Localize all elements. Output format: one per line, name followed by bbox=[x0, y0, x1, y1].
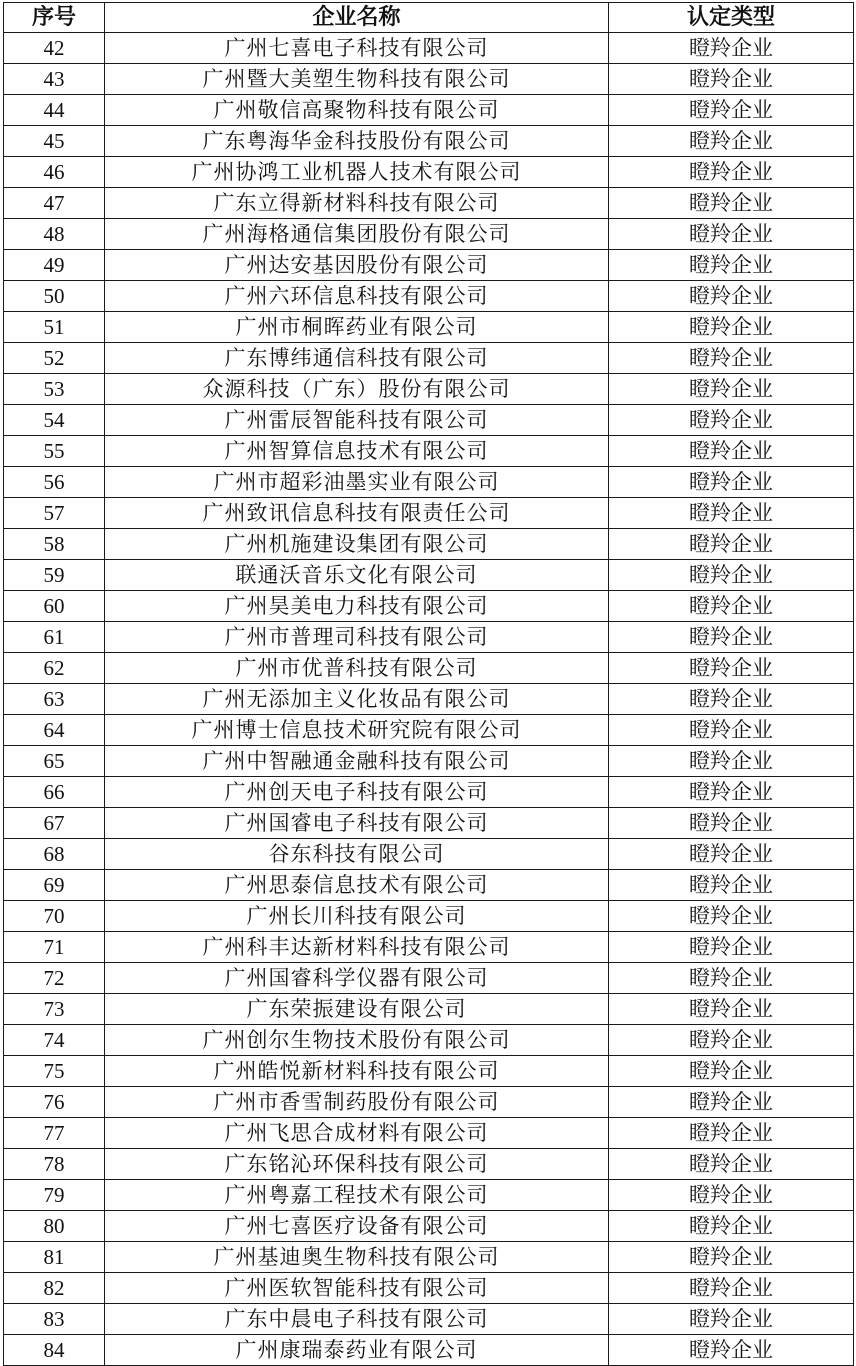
company-name-cell: 广州协鸿工业机器人技术有限公司 bbox=[105, 157, 609, 188]
company-name-cell: 广州海格通信集团股份有限公司 bbox=[105, 219, 609, 250]
certification-type-cell: 瞪羚企业 bbox=[609, 994, 854, 1025]
company-name-cell: 广州昊美电力科技有限公司 bbox=[105, 591, 609, 622]
company-name-cell: 广州基迪奥生物科技有限公司 bbox=[105, 1242, 609, 1273]
company-name-cell: 广州粤嘉工程技术有限公司 bbox=[105, 1180, 609, 1211]
serial-number-cell: 79 bbox=[4, 1180, 105, 1211]
certification-type-cell: 瞪羚企业 bbox=[609, 250, 854, 281]
table-row bbox=[4, 777, 854, 808]
serial-number-cell: 45 bbox=[4, 126, 105, 157]
table-row bbox=[4, 157, 854, 188]
serial-number-cell: 82 bbox=[4, 1273, 105, 1304]
company-name-cell: 广州皓悦新材料科技有限公司 bbox=[105, 1056, 609, 1087]
company-name-cell: 广东博纬通信科技有限公司 bbox=[105, 343, 609, 374]
certification-type-cell: 瞪羚企业 bbox=[609, 901, 854, 932]
certification-type-cell: 瞪羚企业 bbox=[609, 870, 854, 901]
company-name-cell: 广州市超彩油墨实业有限公司 bbox=[105, 467, 609, 498]
certification-type-cell: 瞪羚企业 bbox=[609, 343, 854, 374]
certification-type-cell: 瞪羚企业 bbox=[609, 746, 854, 777]
certification-type-cell: 瞪羚企业 bbox=[609, 1180, 854, 1211]
serial-number-cell: 48 bbox=[4, 219, 105, 250]
table-row bbox=[4, 1087, 854, 1118]
serial-number-cell: 56 bbox=[4, 467, 105, 498]
company-name-cell: 广州思泰信息技术有限公司 bbox=[105, 870, 609, 901]
certification-type-cell: 瞪羚企业 bbox=[609, 684, 854, 715]
company-name-cell: 广州创天电子科技有限公司 bbox=[105, 777, 609, 808]
company-name-cell: 广州致讯信息科技有限责任公司 bbox=[105, 498, 609, 529]
company-name-cell: 广州飞思合成材料有限公司 bbox=[105, 1118, 609, 1149]
table-row bbox=[4, 405, 854, 436]
serial-number-cell: 64 bbox=[4, 715, 105, 746]
certification-type-cell: 瞪羚企业 bbox=[609, 498, 854, 529]
serial-number-cell: 53 bbox=[4, 374, 105, 405]
serial-number-cell: 43 bbox=[4, 64, 105, 95]
company-name-cell: 广州敬信高聚物科技有限公司 bbox=[105, 95, 609, 126]
certification-type-cell: 瞪羚企业 bbox=[609, 374, 854, 405]
serial-number-cell: 60 bbox=[4, 591, 105, 622]
table-body bbox=[4, 33, 854, 1366]
table-row bbox=[4, 1273, 854, 1304]
table-row bbox=[4, 1304, 854, 1335]
table-row bbox=[4, 808, 854, 839]
company-name-cell: 广州长川科技有限公司 bbox=[105, 901, 609, 932]
certification-type-cell: 瞪羚企业 bbox=[609, 33, 854, 64]
certification-type-cell: 瞪羚企业 bbox=[609, 560, 854, 591]
certification-type-cell: 瞪羚企业 bbox=[609, 95, 854, 126]
company-name-cell: 广州市香雪制药股份有限公司 bbox=[105, 1087, 609, 1118]
company-name-cell: 广州雷辰智能科技有限公司 bbox=[105, 405, 609, 436]
certification-type-cell: 瞪羚企业 bbox=[609, 808, 854, 839]
table-row bbox=[4, 467, 854, 498]
serial-number-cell: 65 bbox=[4, 746, 105, 777]
table-row bbox=[4, 374, 854, 405]
company-name-cell: 谷东科技有限公司 bbox=[105, 839, 609, 870]
header-certification-type: 认定类型 bbox=[609, 3, 854, 33]
serial-number-cell: 63 bbox=[4, 684, 105, 715]
certification-type-cell: 瞪羚企业 bbox=[609, 126, 854, 157]
serial-number-cell: 80 bbox=[4, 1211, 105, 1242]
table-row bbox=[4, 591, 854, 622]
company-name-cell: 广州暨大美塑生物科技有限公司 bbox=[105, 64, 609, 95]
certification-type-cell: 瞪羚企业 bbox=[609, 963, 854, 994]
table-row bbox=[4, 1118, 854, 1149]
table-row bbox=[4, 1180, 854, 1211]
serial-number-cell: 76 bbox=[4, 1087, 105, 1118]
company-name-cell: 广州博士信息技术研究院有限公司 bbox=[105, 715, 609, 746]
table-row bbox=[4, 560, 854, 591]
table-row bbox=[4, 901, 854, 932]
serial-number-cell: 61 bbox=[4, 622, 105, 653]
company-name-cell: 广州市桐晖药业有限公司 bbox=[105, 312, 609, 343]
serial-number-cell: 77 bbox=[4, 1118, 105, 1149]
serial-number-cell: 51 bbox=[4, 312, 105, 343]
certification-type-cell: 瞪羚企业 bbox=[609, 405, 854, 436]
certification-type-cell: 瞪羚企业 bbox=[609, 436, 854, 467]
serial-number-cell: 59 bbox=[4, 560, 105, 591]
company-name-cell: 广东铭沁环保科技有限公司 bbox=[105, 1149, 609, 1180]
serial-number-cell: 72 bbox=[4, 963, 105, 994]
table-row bbox=[4, 715, 854, 746]
certification-type-cell: 瞪羚企业 bbox=[609, 932, 854, 963]
company-name-cell: 广州中智融通金融科技有限公司 bbox=[105, 746, 609, 777]
company-name-cell: 广州科丰达新材料科技有限公司 bbox=[105, 932, 609, 963]
certification-type-cell: 瞪羚企业 bbox=[609, 1087, 854, 1118]
company-name-cell: 联通沃音乐文化有限公司 bbox=[105, 560, 609, 591]
table-row bbox=[4, 622, 854, 653]
serial-number-cell: 78 bbox=[4, 1149, 105, 1180]
serial-number-cell: 75 bbox=[4, 1056, 105, 1087]
table-row bbox=[4, 870, 854, 901]
company-name-cell: 广州国睿电子科技有限公司 bbox=[105, 808, 609, 839]
table-row bbox=[4, 1149, 854, 1180]
serial-number-cell: 81 bbox=[4, 1242, 105, 1273]
certification-type-cell: 瞪羚企业 bbox=[609, 1025, 854, 1056]
certification-type-cell: 瞪羚企业 bbox=[609, 715, 854, 746]
company-name-cell: 广州机施建设集团有限公司 bbox=[105, 529, 609, 560]
certification-type-cell: 瞪羚企业 bbox=[609, 467, 854, 498]
table-row bbox=[4, 1056, 854, 1087]
certification-type-cell: 瞪羚企业 bbox=[609, 622, 854, 653]
certification-type-cell: 瞪羚企业 bbox=[609, 157, 854, 188]
header-row bbox=[4, 3, 854, 33]
certification-type-cell: 瞪羚企业 bbox=[609, 312, 854, 343]
serial-number-cell: 68 bbox=[4, 839, 105, 870]
serial-number-cell: 57 bbox=[4, 498, 105, 529]
serial-number-cell: 70 bbox=[4, 901, 105, 932]
serial-number-cell: 71 bbox=[4, 932, 105, 963]
certification-type-cell: 瞪羚企业 bbox=[609, 839, 854, 870]
table-row bbox=[4, 64, 854, 95]
serial-number-cell: 62 bbox=[4, 653, 105, 684]
company-name-cell: 广州智算信息技术有限公司 bbox=[105, 436, 609, 467]
table-row bbox=[4, 219, 854, 250]
serial-number-cell: 67 bbox=[4, 808, 105, 839]
table-row bbox=[4, 188, 854, 219]
serial-number-cell: 73 bbox=[4, 994, 105, 1025]
table-row bbox=[4, 1211, 854, 1242]
serial-number-cell: 42 bbox=[4, 33, 105, 64]
company-name-cell: 众源科技（广东）股份有限公司 bbox=[105, 374, 609, 405]
table-row bbox=[4, 746, 854, 777]
table-row bbox=[4, 126, 854, 157]
company-name-cell: 广州七喜医疗设备有限公司 bbox=[105, 1211, 609, 1242]
table-row bbox=[4, 312, 854, 343]
table-row bbox=[4, 1335, 854, 1366]
table-row bbox=[4, 932, 854, 963]
table-row bbox=[4, 684, 854, 715]
serial-number-cell: 50 bbox=[4, 281, 105, 312]
certification-type-cell: 瞪羚企业 bbox=[609, 188, 854, 219]
certification-type-cell: 瞪羚企业 bbox=[609, 1118, 854, 1149]
company-name-cell: 广州创尔生物技术股份有限公司 bbox=[105, 1025, 609, 1056]
serial-number-cell: 54 bbox=[4, 405, 105, 436]
table-row bbox=[4, 529, 854, 560]
serial-number-cell: 58 bbox=[4, 529, 105, 560]
certification-type-cell: 瞪羚企业 bbox=[609, 591, 854, 622]
serial-number-cell: 46 bbox=[4, 157, 105, 188]
serial-number-cell: 74 bbox=[4, 1025, 105, 1056]
company-name-cell: 广州医软智能科技有限公司 bbox=[105, 1273, 609, 1304]
certification-type-cell: 瞪羚企业 bbox=[609, 1335, 854, 1366]
certification-type-cell: 瞪羚企业 bbox=[609, 1149, 854, 1180]
certification-type-cell: 瞪羚企业 bbox=[609, 1304, 854, 1335]
company-name-cell: 广州七喜电子科技有限公司 bbox=[105, 33, 609, 64]
table-row bbox=[4, 343, 854, 374]
company-name-cell: 广州市优普科技有限公司 bbox=[105, 653, 609, 684]
certification-type-cell: 瞪羚企业 bbox=[609, 1242, 854, 1273]
serial-number-cell: 69 bbox=[4, 870, 105, 901]
company-name-cell: 广东中晨电子科技有限公司 bbox=[105, 1304, 609, 1335]
serial-number-cell: 55 bbox=[4, 436, 105, 467]
table-row bbox=[4, 994, 854, 1025]
company-name-cell: 广东荣振建设有限公司 bbox=[105, 994, 609, 1025]
table-row bbox=[4, 498, 854, 529]
table-row bbox=[4, 653, 854, 684]
table-row bbox=[4, 281, 854, 312]
header-company-name: 企业名称 bbox=[105, 3, 609, 33]
company-name-cell: 广东立得新材料科技有限公司 bbox=[105, 188, 609, 219]
table-row bbox=[4, 436, 854, 467]
certification-type-cell: 瞪羚企业 bbox=[609, 529, 854, 560]
certification-type-cell: 瞪羚企业 bbox=[609, 1056, 854, 1087]
company-name-cell: 广州六环信息科技有限公司 bbox=[105, 281, 609, 312]
certification-type-cell: 瞪羚企业 bbox=[609, 219, 854, 250]
enterprise-table bbox=[3, 2, 854, 1366]
table-row bbox=[4, 839, 854, 870]
serial-number-cell: 84 bbox=[4, 1335, 105, 1366]
certification-type-cell: 瞪羚企业 bbox=[609, 653, 854, 684]
company-name-cell: 广州康瑞泰药业有限公司 bbox=[105, 1335, 609, 1366]
serial-number-cell: 83 bbox=[4, 1304, 105, 1335]
company-name-cell: 广州国睿科学仪器有限公司 bbox=[105, 963, 609, 994]
company-name-cell: 广州达安基因股份有限公司 bbox=[105, 250, 609, 281]
company-name-cell: 广东粤海华金科技股份有限公司 bbox=[105, 126, 609, 157]
serial-number-cell: 52 bbox=[4, 343, 105, 374]
table-row bbox=[4, 1242, 854, 1273]
company-name-cell: 广州无添加主义化妆品有限公司 bbox=[105, 684, 609, 715]
company-name-cell: 广州市普理司科技有限公司 bbox=[105, 622, 609, 653]
document-page bbox=[3, 2, 853, 1364]
table-header bbox=[4, 3, 854, 33]
serial-number-cell: 49 bbox=[4, 250, 105, 281]
certification-type-cell: 瞪羚企业 bbox=[609, 777, 854, 808]
table-row bbox=[4, 95, 854, 126]
table-row bbox=[4, 1025, 854, 1056]
certification-type-cell: 瞪羚企业 bbox=[609, 64, 854, 95]
certification-type-cell: 瞪羚企业 bbox=[609, 281, 854, 312]
certification-type-cell: 瞪羚企业 bbox=[609, 1273, 854, 1304]
table-row bbox=[4, 963, 854, 994]
serial-number-cell: 47 bbox=[4, 188, 105, 219]
table-row bbox=[4, 33, 854, 64]
serial-number-cell: 44 bbox=[4, 95, 105, 126]
serial-number-cell: 66 bbox=[4, 777, 105, 808]
header-serial-number: 序号 bbox=[4, 3, 105, 33]
table-row bbox=[4, 250, 854, 281]
certification-type-cell: 瞪羚企业 bbox=[609, 1211, 854, 1242]
